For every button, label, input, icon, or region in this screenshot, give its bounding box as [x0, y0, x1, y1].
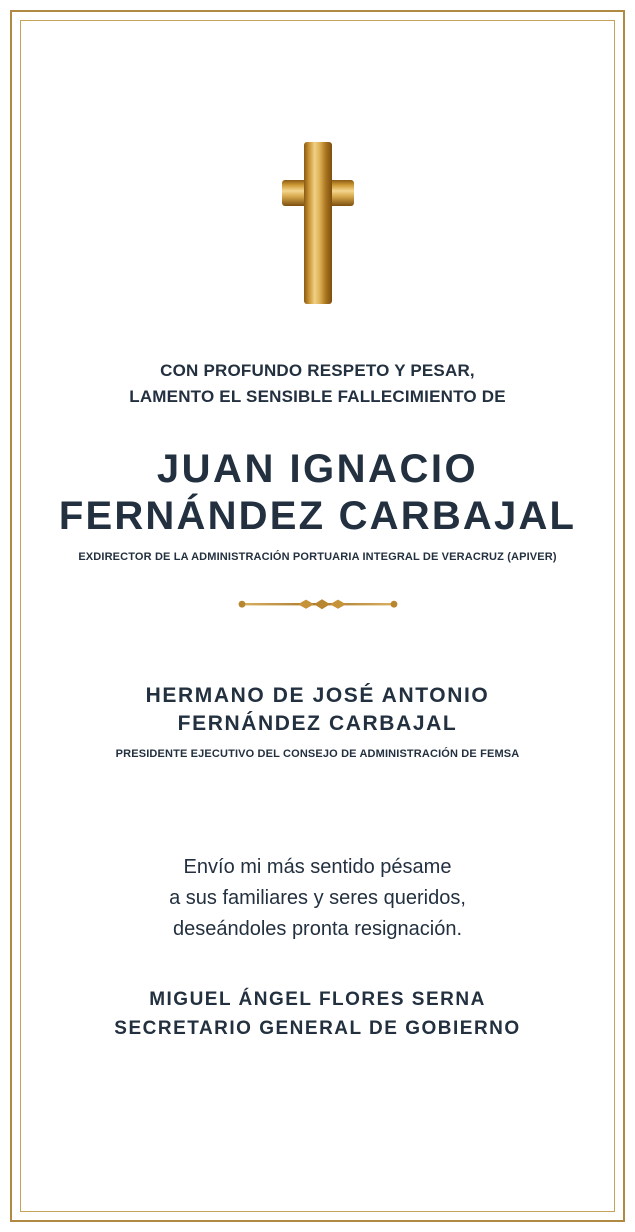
deceased-name-line-2: FERNÁNDEZ CARBAJAL [58, 494, 577, 539]
message-line-3: deseándoles pronta resignación. [172, 918, 463, 940]
deceased-name [40, 446, 595, 540]
signatory-name: MIGUEL ÁNGEL FLORES SERNA [149, 989, 486, 1010]
lament-heading [40, 358, 595, 411]
lament-line-2: LAMENTO EL SENSIBLE FALLECIMIENTO DE [129, 387, 506, 407]
card-content [40, 0, 595, 1232]
lament-line-1: CON PROFUNDO RESPETO Y PESAR, [160, 361, 475, 380]
relation-name [40, 682, 595, 739]
message-line-2: a sus familiares y seres queridos, [169, 887, 466, 909]
message-line-1: Envío mi más sentido pésame [183, 856, 452, 878]
ornament-divider [40, 596, 595, 612]
latin-cross-icon [258, 138, 378, 308]
deceased-name-line-1: JUAN IGNACIO [156, 447, 479, 491]
relation-line-2: FERNÁNDEZ CARBAJAL [177, 712, 458, 736]
cross-graphic [40, 138, 595, 308]
relation-line-1: HERMANO DE JOSÉ ANTONIO [145, 684, 490, 707]
relation-role: PRESIDENTE EJECUTIVO DEL CONSEJO DE ADMINISTRACIÓN DE FEMSA [115, 748, 520, 760]
deceased-role: EXDIRECTOR DE LA ADMINISTRACIÓN PORTUARIA INTEGRAL DE VERACRUZ (APIVER) [78, 551, 557, 563]
gold-ornament-divider-icon [238, 596, 398, 612]
signatory-title: SECRETARIO GENERAL DE GOBIERNO [114, 1018, 521, 1040]
signature-block [40, 985, 595, 1044]
condolence-message [40, 852, 595, 945]
